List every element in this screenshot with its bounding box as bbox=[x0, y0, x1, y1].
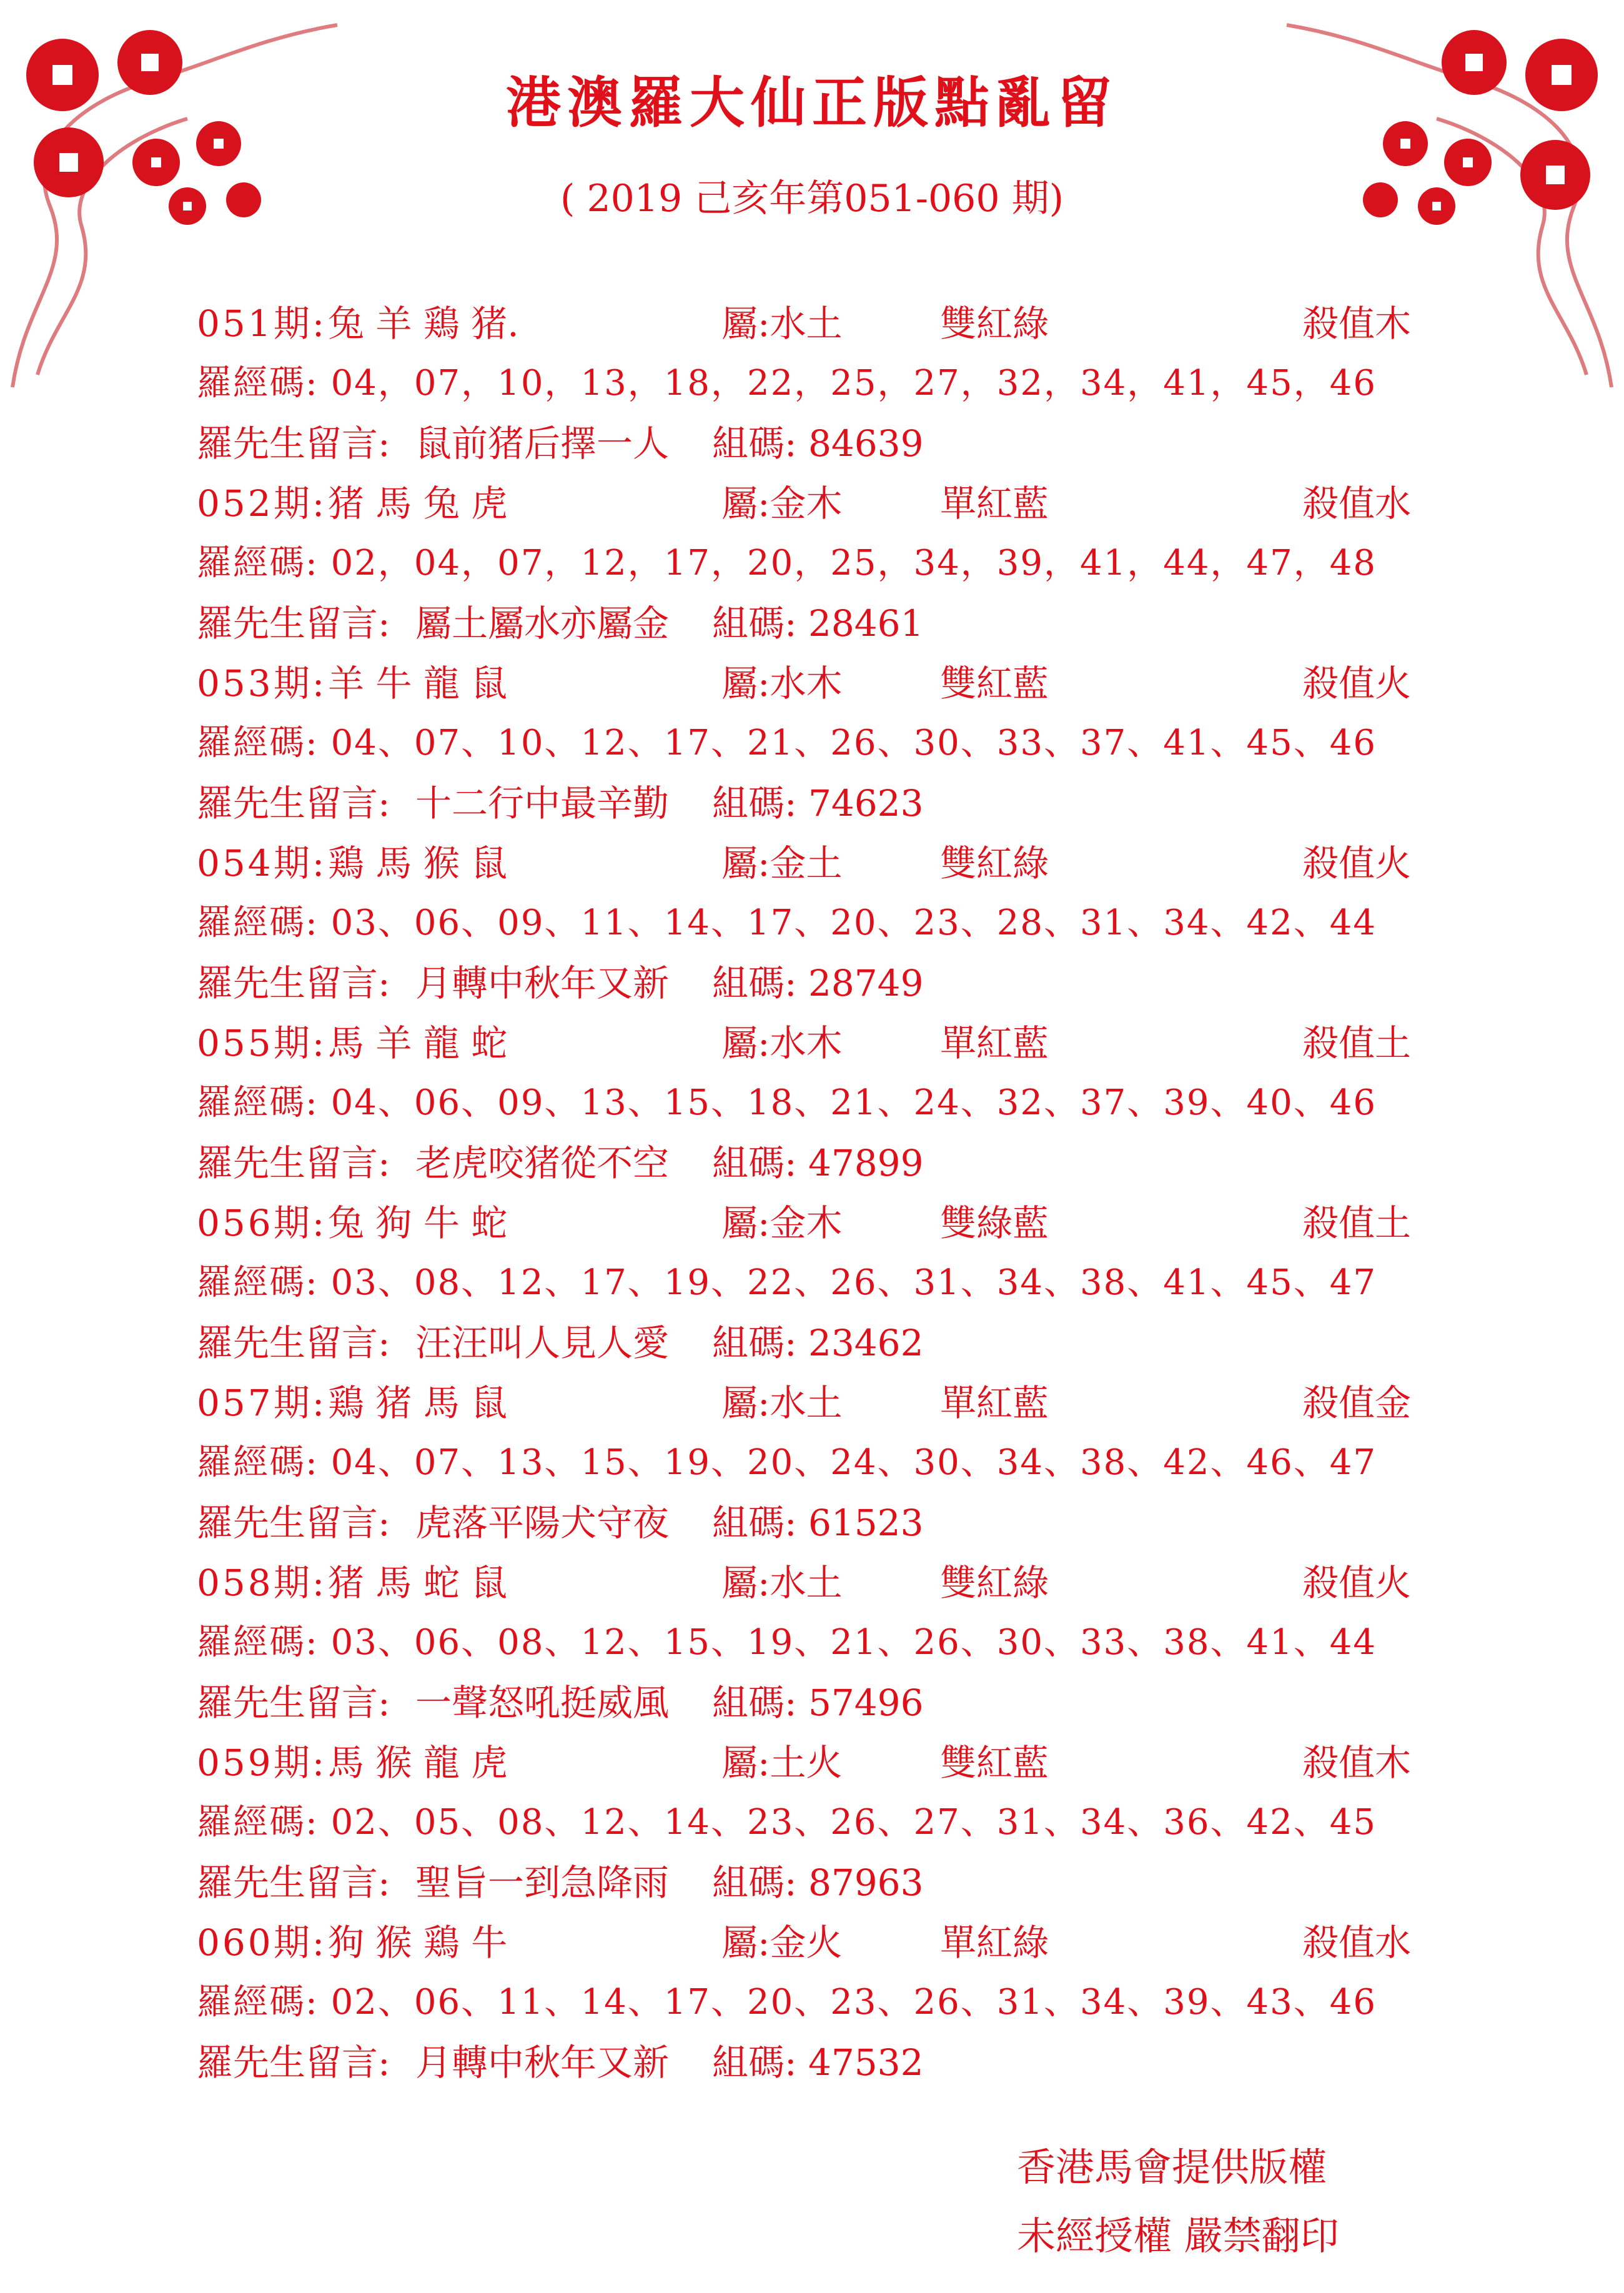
codes-line bbox=[197, 1973, 1458, 2033]
prediction-entry bbox=[197, 1733, 1458, 1913]
zodiac-list: 馬 羊 龍 蛇 bbox=[328, 1022, 508, 1064]
group-code: 組碼: 61523 bbox=[712, 1502, 924, 1544]
message-line bbox=[197, 1673, 1458, 1733]
message-label: 羅先生留言: bbox=[197, 1322, 390, 1364]
color-wave: 雙紅藍 bbox=[940, 662, 1049, 705]
message-label: 羅先生留言: bbox=[197, 1861, 390, 1904]
message-label: 羅先生留言: bbox=[197, 1502, 390, 1544]
compass-codes: 羅經碼: 02、06、11、14、17、20、23、26、31、34、39、43、46 bbox=[197, 1982, 1377, 2023]
zodiac-list: 羊 牛 龍 鼠 bbox=[328, 662, 508, 705]
prediction-entry bbox=[197, 833, 1458, 1013]
group-code: 組碼: 28461 bbox=[712, 602, 924, 645]
copyright-line: 香港馬會提供版權 bbox=[1017, 2144, 1327, 2190]
prediction-entry bbox=[197, 473, 1458, 653]
entry-header-line bbox=[197, 833, 1458, 893]
element-attribute: 屬:水土 bbox=[721, 1562, 843, 1604]
prediction-entry bbox=[197, 1373, 1458, 1553]
period-label: 051期: bbox=[197, 302, 327, 345]
prediction-entry bbox=[197, 294, 1458, 473]
entry-header-line bbox=[197, 1373, 1458, 1433]
entry-header-line bbox=[197, 1013, 1458, 1073]
compass-codes: 羅經碼: 04、07、10、12、17、21、26、30、33、37、41、45、46 bbox=[197, 723, 1377, 763]
prediction-entry bbox=[197, 1913, 1458, 2092]
element-attribute: 屬:水木 bbox=[721, 662, 843, 705]
message-line bbox=[197, 593, 1458, 653]
prediction-entry bbox=[197, 653, 1458, 833]
message-text: 鼠前猪后擇一人 bbox=[415, 422, 670, 465]
prediction-entry bbox=[197, 1013, 1458, 1193]
kill-value: 殺值水 bbox=[1302, 482, 1412, 525]
group-code: 組碼: 57496 bbox=[712, 1681, 924, 1724]
group-code: 組碼: 28749 bbox=[712, 962, 924, 1004]
compass-codes: 羅經碼: 02，04，07，12，17，20，25，34，39，41，44，47，48 bbox=[197, 543, 1377, 583]
period-label: 054期: bbox=[197, 842, 327, 884]
message-label: 羅先生留言: bbox=[197, 602, 390, 645]
group-code: 組碼: 47532 bbox=[712, 2041, 924, 2084]
compass-codes: 羅經碼: 03、06、09、11、14、17、20、23、28、31、34、42、44 bbox=[197, 903, 1377, 943]
period-label: 059期: bbox=[197, 1741, 327, 1784]
kill-value: 殺值土 bbox=[1302, 1202, 1412, 1244]
zodiac-list: 猪 馬 蛇 鼠 bbox=[328, 1562, 508, 1604]
codes-line bbox=[197, 354, 1458, 414]
message-text: 月轉中秋年又新 bbox=[415, 2041, 670, 2084]
message-text: 老虎咬猪從不空 bbox=[415, 1142, 670, 1184]
group-code: 組碼: 87963 bbox=[712, 1861, 924, 1904]
codes-line bbox=[197, 1613, 1458, 1673]
period-label: 055期: bbox=[197, 1022, 327, 1064]
message-line bbox=[197, 1493, 1458, 1553]
color-wave: 單紅藍 bbox=[940, 482, 1049, 525]
color-wave: 單紅藍 bbox=[940, 1022, 1049, 1064]
element-attribute: 屬:水土 bbox=[721, 1382, 843, 1424]
element-attribute: 屬:水土 bbox=[721, 302, 843, 345]
codes-line bbox=[197, 1253, 1458, 1313]
entry-header-line bbox=[197, 1553, 1458, 1613]
group-code: 組碼: 84639 bbox=[712, 422, 924, 465]
codes-line bbox=[197, 1793, 1458, 1853]
kill-value: 殺值土 bbox=[1302, 1022, 1412, 1064]
kill-value: 殺值金 bbox=[1302, 1382, 1412, 1424]
zodiac-list: 兔 羊 鶏 猪. bbox=[328, 302, 519, 345]
message-label: 羅先生留言: bbox=[197, 1142, 390, 1184]
element-attribute: 屬:金火 bbox=[721, 1921, 843, 1964]
message-line bbox=[197, 773, 1458, 833]
reprint-warning-line: 未經授權 嚴禁翻印 bbox=[1017, 2213, 1339, 2259]
message-line bbox=[197, 414, 1458, 473]
kill-value: 殺值木 bbox=[1302, 1741, 1412, 1784]
element-attribute: 屬:金木 bbox=[721, 1202, 843, 1244]
entry-header-line bbox=[197, 473, 1458, 533]
color-wave: 雙紅藍 bbox=[940, 1741, 1049, 1784]
message-line bbox=[197, 1133, 1458, 1193]
message-label: 羅先生留言: bbox=[197, 2041, 390, 2084]
kill-value: 殺值木 bbox=[1302, 302, 1412, 345]
compass-codes: 羅經碼: 04、07、13、15、19、20、24、30、34、38、42、46、47 bbox=[197, 1442, 1377, 1483]
zodiac-list: 猪 馬 兔 虎 bbox=[328, 482, 508, 525]
element-attribute: 屬:金土 bbox=[721, 842, 843, 884]
zodiac-list: 鶏 猪 馬 鼠 bbox=[328, 1382, 508, 1424]
period-label: 056期: bbox=[197, 1202, 327, 1244]
message-text: 聖旨一到急降雨 bbox=[415, 1861, 670, 1904]
kill-value: 殺值火 bbox=[1302, 662, 1412, 705]
kill-value: 殺值火 bbox=[1302, 842, 1412, 884]
zodiac-list: 狗 猴 鶏 牛 bbox=[328, 1921, 508, 1964]
message-line bbox=[197, 953, 1458, 1013]
period-label: 053期: bbox=[197, 662, 327, 705]
compass-codes: 羅經碼: 04、06、09、13、15、18、21、24、32、37、39、40、46 bbox=[197, 1082, 1377, 1123]
prediction-entry bbox=[197, 1193, 1458, 1373]
element-attribute: 屬:水木 bbox=[721, 1022, 843, 1064]
color-wave: 雙紅綠 bbox=[940, 302, 1049, 345]
page-subtitle: ( 2019 己亥年第051-060 期) bbox=[560, 177, 1064, 220]
zodiac-list: 兔 狗 牛 蛇 bbox=[328, 1202, 508, 1244]
entry-header-line bbox=[197, 294, 1458, 354]
color-wave: 單紅綠 bbox=[940, 1921, 1049, 1964]
group-code: 組碼: 47899 bbox=[712, 1142, 924, 1184]
group-code: 組碼: 23462 bbox=[712, 1322, 924, 1364]
kill-value: 殺值火 bbox=[1302, 1562, 1412, 1604]
color-wave: 單紅藍 bbox=[940, 1382, 1049, 1424]
period-label: 052期: bbox=[197, 482, 327, 525]
message-label: 羅先生留言: bbox=[197, 782, 390, 825]
prediction-list bbox=[197, 294, 1458, 2092]
codes-line bbox=[197, 533, 1458, 593]
message-label: 羅先生留言: bbox=[197, 1681, 390, 1724]
message-text: 一聲怒吼挺威風 bbox=[415, 1681, 670, 1724]
kill-value: 殺值水 bbox=[1302, 1921, 1412, 1964]
codes-line bbox=[197, 713, 1458, 773]
period-label: 060期: bbox=[197, 1921, 327, 1964]
zodiac-list: 馬 猴 龍 虎 bbox=[328, 1741, 508, 1784]
color-wave: 雙紅綠 bbox=[940, 842, 1049, 884]
period-label: 057期: bbox=[197, 1382, 327, 1424]
color-wave: 雙綠藍 bbox=[940, 1202, 1049, 1244]
element-attribute: 屬:金木 bbox=[721, 482, 843, 525]
element-attribute: 屬:土火 bbox=[721, 1741, 843, 1784]
zodiac-list: 鶏 馬 猴 鼠 bbox=[328, 842, 508, 884]
message-line bbox=[197, 2033, 1458, 2092]
page-title: 港澳羅大仙正版點亂留 bbox=[505, 70, 1118, 135]
period-label: 058期: bbox=[197, 1562, 327, 1604]
entry-header-line bbox=[197, 653, 1458, 713]
entry-header-line bbox=[197, 1733, 1458, 1793]
compass-codes: 羅經碼: 03、08、12、17、19、22、26、31、34、38、41、45、47 bbox=[197, 1262, 1377, 1303]
compass-codes: 羅經碼: 02、05、08、12、14、23、26、27、31、34、36、42、45 bbox=[197, 1802, 1377, 1843]
codes-line bbox=[197, 1433, 1458, 1493]
compass-codes: 羅經碼: 03、06、08、12、15、19、21、26、30、33、38、41、44 bbox=[197, 1622, 1377, 1663]
compass-codes: 羅經碼: 04，07，10，13，18，22，25，27，32，34，41，45，46 bbox=[197, 363, 1377, 404]
message-text: 汪汪叫人見人愛 bbox=[415, 1322, 670, 1364]
codes-line bbox=[197, 893, 1458, 953]
message-text: 十二行中最辛勤 bbox=[415, 782, 670, 825]
color-wave: 雙紅綠 bbox=[940, 1562, 1049, 1604]
message-text: 屬土屬水亦屬金 bbox=[415, 602, 670, 645]
entry-header-line bbox=[197, 1193, 1458, 1253]
group-code: 組碼: 74623 bbox=[712, 782, 924, 825]
message-line bbox=[197, 1853, 1458, 1913]
message-text: 虎落平陽犬守夜 bbox=[415, 1502, 670, 1544]
message-line bbox=[197, 1313, 1458, 1373]
codes-line bbox=[197, 1073, 1458, 1133]
entry-header-line bbox=[197, 1913, 1458, 1973]
message-text: 月轉中秋年又新 bbox=[415, 962, 670, 1004]
prediction-entry bbox=[197, 1553, 1458, 1733]
message-label: 羅先生留言: bbox=[197, 962, 390, 1004]
footer bbox=[1017, 2133, 1339, 2271]
message-label: 羅先生留言: bbox=[197, 422, 390, 465]
